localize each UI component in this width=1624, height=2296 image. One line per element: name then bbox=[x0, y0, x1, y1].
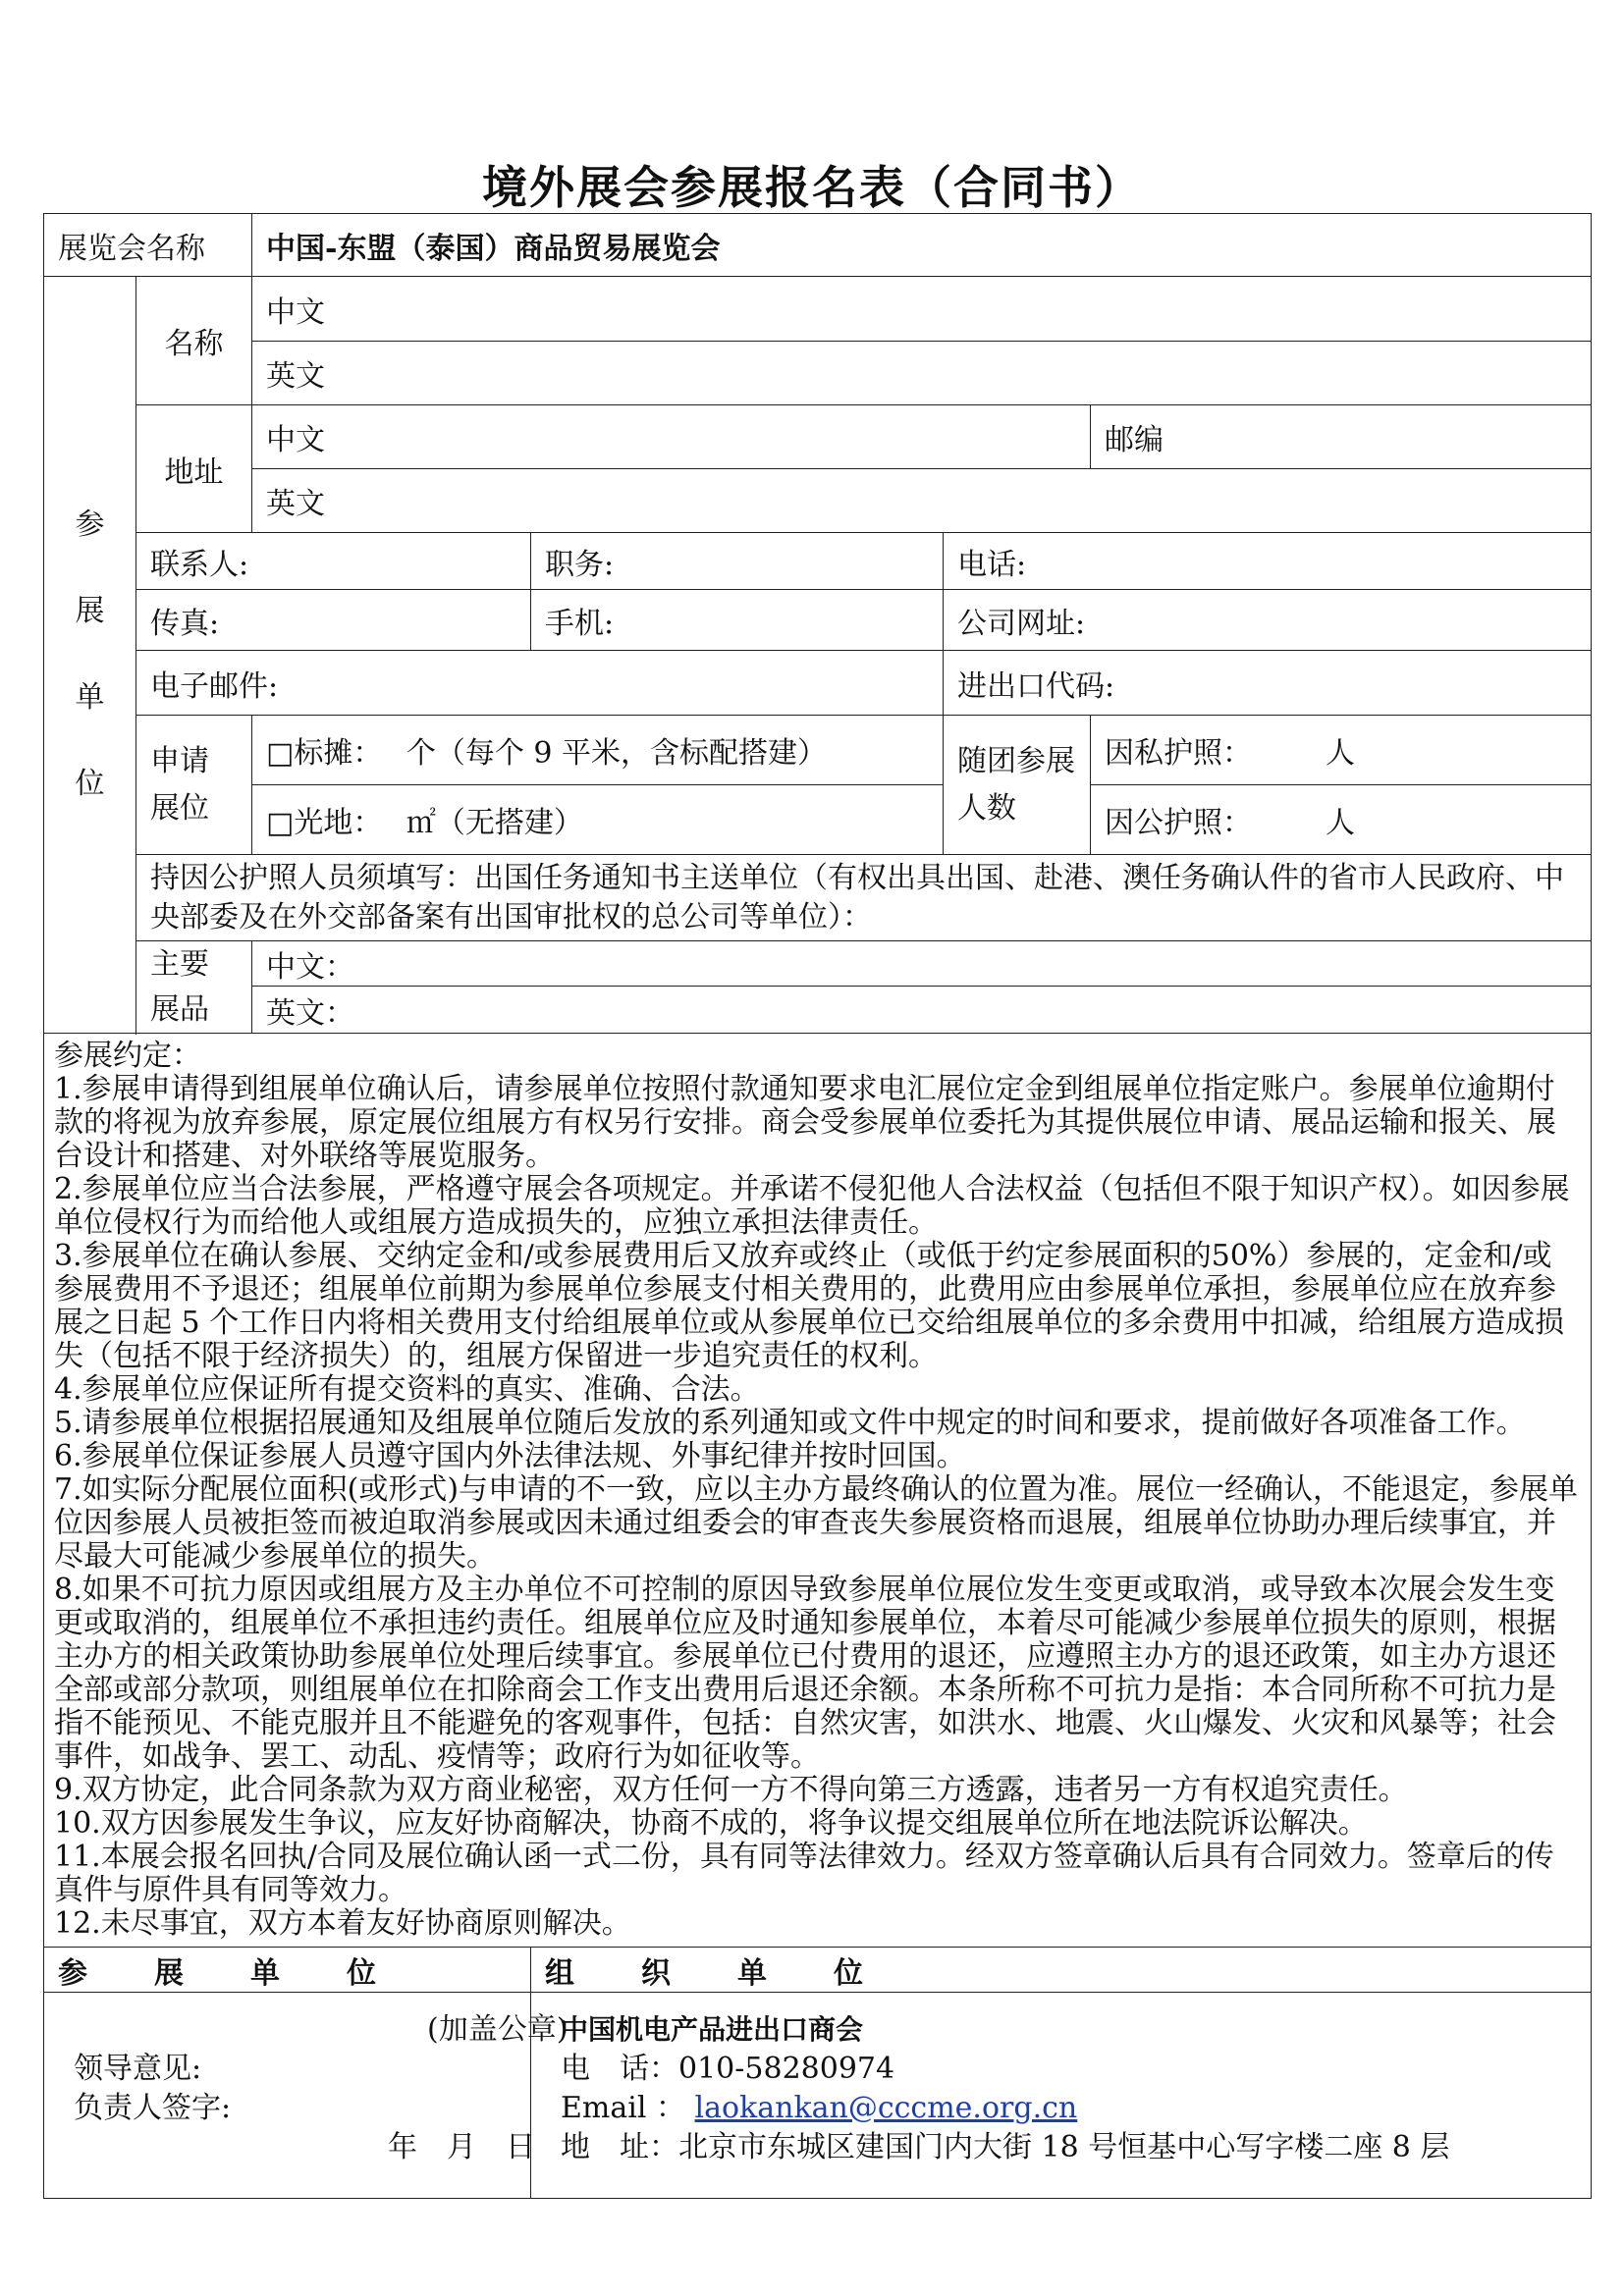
address-label: 地址 bbox=[136, 405, 252, 533]
terms-item-4: 4.参展单位应保证所有提交资料的真实、准确、合法。 bbox=[54, 1372, 760, 1407]
name-en-field[interactable]: 英文 bbox=[252, 342, 1592, 405]
organizer-signature-header-text: 组织单位 bbox=[545, 1955, 930, 1991]
organizer-name: 中国机电产品进出口商会 bbox=[561, 2013, 864, 2046]
terms-item-9: 9.双方协定，此合同条款为双方商业秘密，双方任何一方不得向第三方透露，违者另一方有权追究责任。 bbox=[54, 1773, 1408, 1807]
delegates-label: 随团参展人数 bbox=[944, 716, 1091, 855]
organizer-signature-header bbox=[531, 1948, 1592, 1993]
form-title: 境外展会参展报名表（合同书） bbox=[482, 161, 1142, 214]
official-passport-field[interactable]: 因公护照： 人 bbox=[1091, 785, 1592, 855]
exhibitor-signature-block[interactable] bbox=[44, 1993, 568, 2199]
exhibitor-signature-header bbox=[44, 1948, 531, 1993]
name-label: 名称 bbox=[136, 277, 252, 405]
organizer-address: 地 址：北京市东城区建国门内大街 18 号恒基中心写字楼二座 8 层 bbox=[561, 2130, 1450, 2164]
terms-item-8: 8.如果不可抗力原因或组展方及主办单位不可控制的原因导致参展单位展位发生变更或取消，或导致本次展会发生变更或取消的，组展单位不承担违约责任。组展单位应及时通知参展单位，本着尽可能减少参展单位损失的原则，根据主办方的相关政策协助参展单位处理后续事宜。参展单位已付费用的退还，应遵照主办方的退还政策，如主办方退还全部或部分款项，则组展单位在扣除商会工作支出费用后退还余额。本条所称不可抗力是指：本合同所称不可抗力是指不能预见、不能克服并且不能避免的客观事件，包括：自然灾害，如洪水、地震、火山爆发、火灾和风暴等；社会事件，如战争、罢工、动乱、疫情等；政府行为如征收等。 bbox=[54, 1573, 1556, 1774]
exhibition-name-label: 展览会名称 bbox=[44, 214, 252, 277]
products-en-field[interactable]: 英文： bbox=[252, 987, 1592, 1034]
terms-heading: 参展约定： bbox=[54, 1039, 201, 1073]
exhibition-name-value: 中国-东盟（泰国）商品贸易展览会 bbox=[252, 214, 1592, 277]
postcode-field[interactable]: 邮编 bbox=[1091, 405, 1592, 469]
terms-item-1: 1.参展申请得到组展单位确认后，请参展单位按照付款通知要求电汇展位定金到组展单位指定账户。参展单位逾期付款的将视为放弃参展，原定展位组展方有权另行安排。商会受参展单位委托为其提供展位申请、展品运输和报关、展台设计和搭建、对外联络等展览服务。 bbox=[54, 1072, 1556, 1173]
position-field[interactable]: 职务: bbox=[531, 533, 944, 590]
terms-item-2: 2.参展单位应当合法参展，严格遵守展会各项规定。并承诺不侵犯他人合法权益（包括但不限于知识产权）。如因参展单位侵权行为而给他人或组展方造成损失的，应独立承担法律责任。 bbox=[54, 1172, 1570, 1240]
ie-code-field[interactable]: 进出口代码: bbox=[944, 651, 1592, 716]
fax-field[interactable]: 传真: bbox=[136, 590, 531, 651]
official-passport-note: 持因公护照人员须填写：出国任务通知书主送单位（有权出具出国、赴港、澳任务确认件的省市人民政府、中央部委及在外交部备案有出国审批权的总公司等单位）： bbox=[136, 855, 1592, 941]
terms-item-12: 12.未尽事宜，双方本着友好协商原则解决。 bbox=[54, 1906, 631, 1941]
organizer-phone: 电 话：010-58280974 bbox=[561, 2052, 895, 2086]
terms-item-6: 6.参展单位保证参展人员遵守国内外法律法规、外事纪律并按时回国。 bbox=[54, 1439, 966, 1473]
terms-item-5: 5.请参展单位根据招展通知及组展单位随后发放的系列通知或文件中规定的时间和要求，提前做好各项准备工作。 bbox=[54, 1406, 1526, 1440]
registration-form bbox=[43, 213, 1592, 2199]
terms-section bbox=[44, 1034, 1592, 1948]
terms-item-3: 3.参展单位在确认参展、交纳定金和/或参展费用后又放弃或终止（或低于约定参展面积的50%）参展的，定金和/或参展费用不予退还；组展单位前期为参展单位参展支付相关费用的，此费用应由参展单位承担，参展单位应在放弃参展之日起 5 个工作日内将相关费用支付给组展单位或从参展单位已交给组展单位的多余费用中扣减，给组展方造成损失（包括不限于经济损失）的，组展方保留进一步追究责任的权利。 bbox=[54, 1239, 1565, 1373]
terms-item-10: 10.双方因参展发生争议，应友好协商解决，协商不成的，将争议提交组展单位所在地法院诉讼解决。 bbox=[54, 1806, 1368, 1841]
organizer-email-row bbox=[561, 2089, 1561, 2128]
name-cn-field[interactable]: 中文 bbox=[252, 277, 1592, 342]
contact-field[interactable]: 联系人: bbox=[136, 533, 531, 590]
exhibitor-section-text: 参展单位 bbox=[75, 507, 105, 801]
exhibitor-section-label bbox=[44, 277, 136, 1034]
products-cn-field[interactable]: 中文： bbox=[252, 941, 1592, 987]
organizer-info-block bbox=[531, 1993, 1592, 2199]
standard-booth-option[interactable]: □标摊： 个（每个 9 平米，含标配搭建） bbox=[252, 716, 944, 785]
organizer-email-label: Email ： bbox=[561, 2091, 685, 2125]
mobile-field[interactable]: 手机: bbox=[531, 590, 944, 651]
leader-opinion: 领导意见: bbox=[74, 2052, 202, 2086]
email-field[interactable]: 电子邮件: bbox=[136, 651, 944, 716]
phone-field[interactable]: 电话: bbox=[944, 533, 1592, 590]
person-signature: 负责人签字: bbox=[74, 2091, 232, 2125]
website-field[interactable]: 公司网址: bbox=[944, 590, 1592, 651]
organizer-email-link[interactable]: laokankan@cccme.org.cn bbox=[694, 2091, 1078, 2125]
address-en-field[interactable]: 英文 bbox=[252, 469, 1592, 533]
booth-label: 申请展位 bbox=[136, 716, 252, 855]
terms-item-7: 7.如实际分配展位面积(或形式)与申请的不一致，应以主办方最终确认的位置为准。展位一经确认，不能退定，参展单位因参展人员被拒签而被迫取消参展或因未通过组委会的审查丧失参展资格而退展，组展单位协助办理后续事宜，并尽最大可能减少参展单位的损失。 bbox=[54, 1472, 1579, 1574]
exhibitor-signature-header-text: 参展单位 bbox=[58, 1955, 443, 1991]
terms-item-11: 11.本展会报名回执/合同及展位确认函一式二份，具有同等法律效力。经双方签章确认后具有合同效力。签章后的传真件与原件具有同等效力。 bbox=[54, 1840, 1554, 1907]
seal-note: (加盖公章) bbox=[427, 2012, 568, 2047]
raw-space-option[interactable]: □光地： ㎡（无搭建） bbox=[252, 785, 944, 855]
private-passport-field[interactable]: 因私护照： 人 bbox=[1091, 716, 1592, 785]
address-cn-field[interactable]: 中文 bbox=[252, 405, 1091, 469]
signature-date: 年 月 日 bbox=[388, 2130, 535, 2164]
products-label: 主要展品 bbox=[136, 941, 252, 1034]
